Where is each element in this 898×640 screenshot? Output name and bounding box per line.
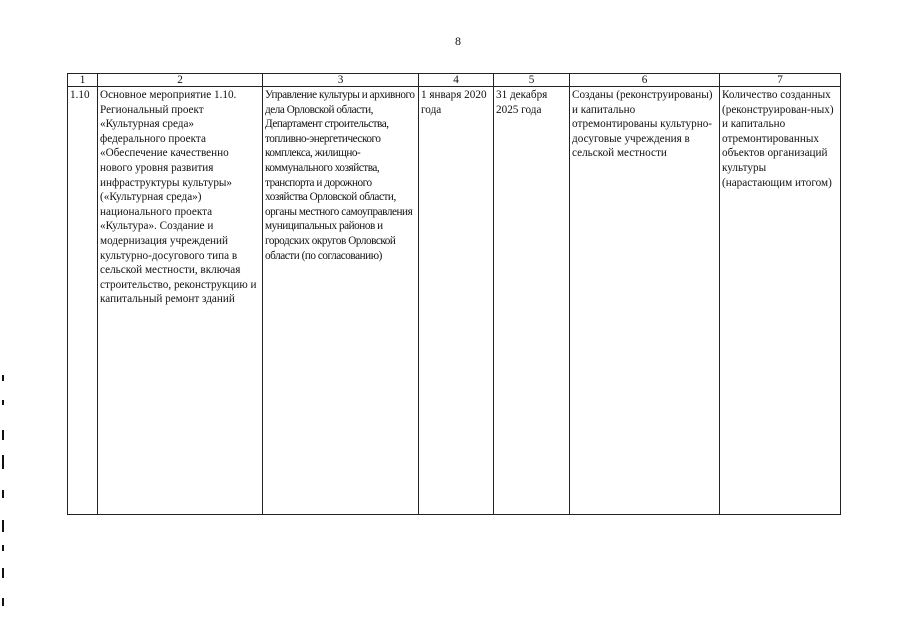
header-col-6: 6 (570, 74, 720, 87)
scan-artifact (2, 598, 4, 606)
scan-artifact (2, 520, 4, 532)
header-col-5: 5 (494, 74, 570, 87)
activity-cell: Основное мероприятие 1.10. Региональный проект «Культурная среда» федерального проекта «Обеспечение качественно нового уровня развития инфраструктуры культуры» («Культурная среда») национального проекта «Культура». Создание и модернизация учреждений культурно-досугового типа в сельской местности, включая строительство, реконструкцию и капитальный ремонт зданий (98, 87, 263, 515)
result-cell: Созданы (реконструированы) и капитально отремонтированы культурно-досуговые учреждения в сельской местности (570, 87, 720, 515)
indicator-cell: Количество созданных (реконструирован-ных) и капитально отремонтированных объектов организаций культуры (нарастающим итогом) (720, 87, 841, 515)
executor-cell: Управление культуры и архивного дела Орловской области, Департамент строительства, топливно-энергетического комплекса, жилищно-коммунального хозяйства, транспорта и дорожного хозяйства Орловской области, органы местного самоуправления муниципальных районов и городских округов Орловской области (по согласованию) (263, 87, 419, 515)
scan-artifact (2, 568, 4, 578)
header-col-4: 4 (419, 74, 494, 87)
scan-artifact (2, 375, 4, 381)
scan-artifact (2, 455, 4, 469)
scan-artifact (2, 430, 4, 440)
page-number: 8 (455, 34, 461, 48)
scan-artifact (2, 400, 4, 405)
row-number-cell: 1.10 (68, 87, 98, 515)
header-col-1: 1 (68, 74, 98, 87)
header-col-3: 3 (263, 74, 419, 87)
header-row (68, 74, 841, 87)
start-date-cell: 1 января 2020 года (419, 87, 494, 515)
scan-artifact (2, 490, 4, 498)
header-col-7: 7 (720, 74, 841, 87)
header-col-2: 2 (98, 74, 263, 87)
table-row (68, 87, 841, 515)
end-date-cell: 31 декабря 2025 года (494, 87, 570, 515)
scan-artifact (2, 545, 4, 551)
measures-table (67, 73, 841, 515)
